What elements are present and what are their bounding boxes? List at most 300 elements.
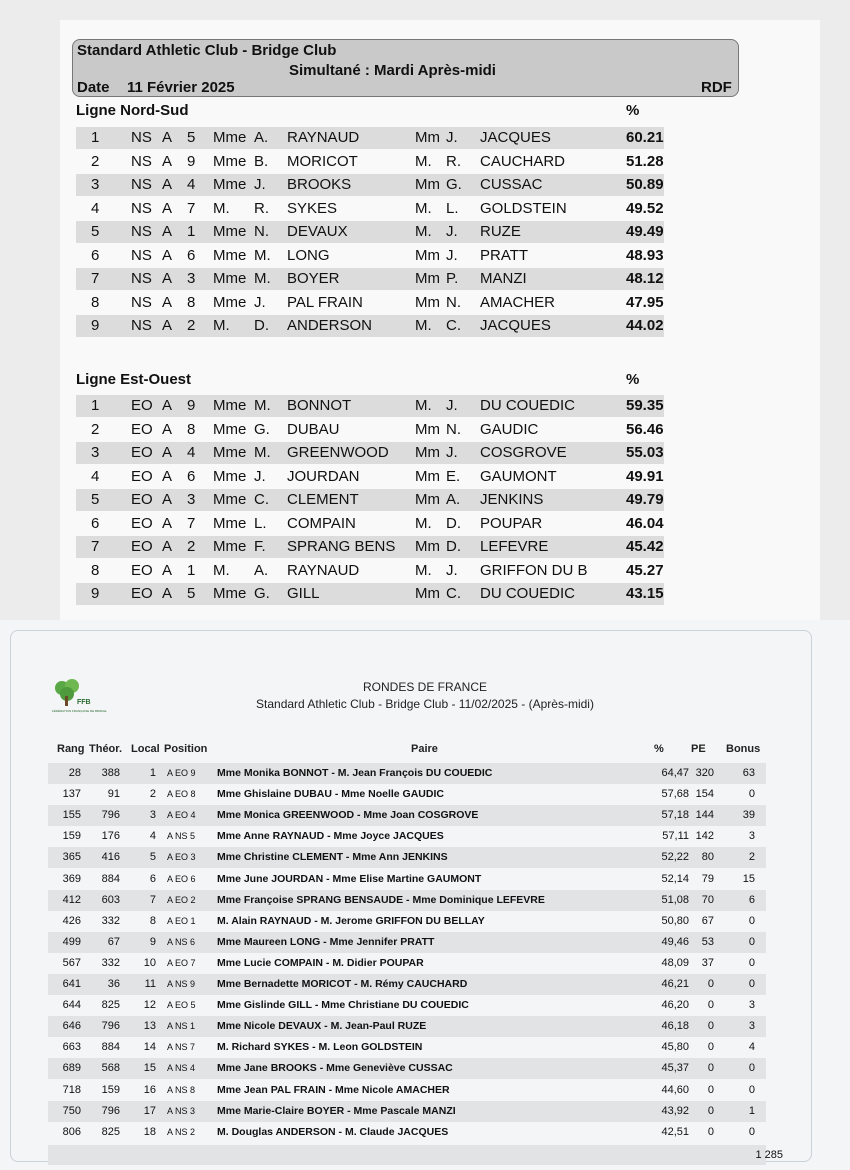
nord-sud-row	[76, 292, 664, 314]
cell-line: EO	[131, 561, 153, 579]
cell-t2: Mm	[415, 491, 440, 508]
cell-t1: Mme	[213, 444, 247, 461]
rdf-cell-position: A NS 8	[167, 1084, 196, 1095]
rdf-cell-pct: 45,80	[661, 1041, 689, 1054]
rdf-row	[48, 869, 766, 890]
rdf-cell-local: 10	[143, 956, 156, 969]
rdf-cell-bonus: 6	[748, 893, 755, 906]
cell-i1: A.	[254, 561, 269, 579]
cell-line: NS	[131, 246, 152, 264]
cell-n1: PAL FRAIN	[287, 293, 363, 311]
cell-n2: CUSSAC	[480, 176, 543, 193]
rdf-cell-position: A EO 4	[167, 810, 196, 821]
cell-line: EO	[131, 491, 153, 508]
cell-n1: RAYNAUD	[287, 129, 360, 146]
cell-n1: GILL	[287, 585, 320, 602]
cell-pct: 48.12	[626, 270, 664, 287]
rdf-cell-rang: 155	[62, 809, 81, 822]
rdf-cell-rang: 718	[62, 1083, 81, 1096]
cell-n2: JENKINS	[480, 491, 544, 508]
rdf-cell-pct: 44,60	[661, 1083, 689, 1096]
est-ouest-row	[76, 442, 664, 464]
cell-i1: C.	[254, 491, 269, 508]
est-ouest-row	[76, 395, 664, 417]
rdf-cell-rang: 750	[62, 1104, 81, 1117]
cell-pct: 49.49	[626, 223, 664, 240]
cell-t2: Mm	[415, 270, 440, 287]
cell-n2: CAUCHARD	[480, 152, 566, 170]
col-pe: PE	[691, 743, 706, 755]
cell-n1: DEVAUX	[287, 223, 348, 240]
rdf-cell-bonus: 3	[748, 1020, 755, 1033]
rdf-cell-position: A NS 4	[167, 1063, 196, 1074]
cell-table: 6	[187, 246, 196, 264]
cell-table: 5	[187, 129, 196, 146]
rdf-cell-position: A NS 3	[167, 1105, 196, 1116]
rdf-cell-rang: 644	[62, 999, 81, 1012]
rdf-cell-paire: Mme Monica GREENWOOD - Mme Joan COSGROVE	[217, 809, 479, 822]
rdf-cell-pe: 144	[695, 809, 714, 822]
cell-table: 2	[187, 317, 196, 334]
rdf-cell-pct: 43,92	[661, 1104, 689, 1117]
session-title: Simultané : Mardi Après-midi	[289, 62, 496, 79]
cell-i1: N.	[254, 223, 269, 240]
cell-t1: Mme	[213, 223, 247, 240]
rdf-cell-pe: 67	[701, 914, 714, 927]
cell-table: 4	[187, 176, 196, 193]
rdf-cell-theor: 884	[101, 1041, 120, 1054]
rdf-title: RONDES DE FRANCE	[362, 680, 487, 694]
rdf-cell-paire: Mme Christine CLEMENT - Mme Ann JENKINS	[217, 851, 448, 864]
nord-sud-row	[76, 245, 664, 267]
rdf-cell-pe: 0	[707, 1125, 714, 1138]
cell-i2: D.	[446, 514, 461, 532]
cell-table: 9	[187, 397, 196, 414]
cell-rank: 9	[91, 585, 100, 602]
rdf-cell-local: 1	[149, 767, 156, 779]
cell-rank: 6	[91, 514, 100, 532]
cell-line: EO	[131, 585, 153, 602]
rdf-cell-bonus: 0	[748, 978, 755, 990]
cell-n1: CLEMENT	[287, 491, 359, 508]
rdf-code: RDF	[701, 79, 732, 96]
rdf-cell-pct: 52,14	[661, 872, 689, 885]
rdf-cell-bonus: 3	[748, 999, 755, 1012]
cell-i2: J.	[446, 561, 458, 579]
cell-line: NS	[131, 129, 152, 146]
col-position: Position	[164, 743, 208, 755]
nord-sud-row	[76, 127, 664, 149]
rdf-cell-pct: 57,18	[661, 809, 689, 822]
cell-t1: Mme	[213, 538, 247, 555]
rdf-row	[48, 911, 766, 932]
rdf-row	[48, 890, 766, 911]
rdf-cell-position: A EO 3	[167, 852, 196, 863]
rdf-cell-pe: 0	[707, 978, 714, 990]
cell-n2: AMACHER	[480, 293, 556, 311]
cell-line: NS	[131, 317, 152, 334]
rdf-cell-rang: 641	[62, 978, 81, 990]
cell-table: 1	[187, 561, 196, 579]
rdf-cell-rang: 499	[62, 935, 81, 948]
cell-rank: 6	[91, 246, 100, 264]
rdf-cell-bonus: 3	[748, 830, 755, 843]
rdf-cell-position: A EO 9	[167, 768, 196, 778]
rdf-cell-position: A NS 6	[167, 936, 196, 947]
cell-pct: 45.27	[626, 561, 664, 579]
rdf-cell-pe: 320	[695, 767, 714, 779]
rdf-cell-paire: Mme Jane BROOKS - Mme Geneviève CUSSAC	[217, 1062, 453, 1075]
rdf-cell-rang: 426	[62, 914, 81, 927]
rdf-cell-paire: Mme Françoise SPRANG BENSAUDE - Mme Dominique LEFEVRE	[217, 893, 545, 906]
cell-t1: Mme	[213, 246, 247, 264]
rdf-cell-pe: 0	[707, 1083, 714, 1096]
cell-i1: J.	[254, 467, 266, 485]
cell-n1: SYKES	[287, 199, 338, 217]
cell-n2: RUZE	[480, 223, 521, 240]
cell-i1: M.	[254, 397, 271, 414]
cell-n2: DU COUEDIC	[480, 397, 576, 414]
rdf-subtitle: Standard Athletic Club - Bridge Club - 11/02/2025 - (Après-midi)	[256, 697, 594, 711]
rdf-cell-local: 13	[143, 1020, 156, 1033]
cell-t1: Mme	[213, 514, 247, 532]
cell-n1: BONNOT	[287, 397, 352, 414]
rdf-cell-pct: 46,20	[661, 999, 689, 1012]
rdf-cell-position: A EO 7	[167, 957, 196, 968]
rdf-cell-theor: 884	[101, 872, 120, 885]
rdf-row	[48, 932, 766, 953]
cell-n1: ANDERSON	[287, 317, 373, 334]
cell-i2: L.	[446, 199, 459, 217]
rdf-cell-theor: 332	[101, 914, 120, 927]
cell-pct: 59.35	[626, 397, 664, 414]
rdf-cell-pct: 57,68	[661, 788, 689, 801]
cell-i1: G.	[254, 585, 270, 602]
rdf-cell-bonus: 0	[748, 935, 755, 948]
cell-sec: A	[162, 176, 173, 193]
cell-t2: M.	[415, 397, 432, 414]
rdf-cell-bonus: 1	[748, 1104, 755, 1117]
rdf-cell-paire: Mme Bernadette MORICOT - M. Rémy CAUCHARD	[217, 978, 468, 990]
rdf-cell-rang: 663	[62, 1041, 81, 1054]
rdf-cell-theor: 825	[101, 999, 120, 1012]
cell-table: 3	[187, 491, 196, 508]
col-pct: %	[654, 743, 664, 755]
cell-t1: Mme	[213, 270, 247, 287]
rdf-cell-bonus: 0	[748, 1125, 755, 1138]
rdf-cell-bonus: 15	[742, 872, 755, 885]
cell-line: EO	[131, 514, 153, 532]
cell-t2: M.	[415, 199, 432, 217]
eo-title: Ligne Est-Ouest	[76, 371, 192, 388]
cell-table: 3	[187, 270, 196, 287]
cell-sec: A	[162, 270, 173, 287]
rdf-row	[48, 784, 766, 805]
nord-sud-row	[76, 174, 664, 196]
rdf-row	[48, 974, 766, 995]
rdf-cell-pct: 48,09	[661, 956, 689, 969]
cell-rank: 9	[91, 317, 100, 334]
cell-i2: P.	[446, 270, 459, 287]
rdf-cell-theor: 825	[101, 1125, 120, 1138]
cell-n2: GAUDIC	[480, 420, 539, 438]
cell-sec: A	[162, 397, 173, 414]
rdf-cell-bonus: 2	[748, 851, 755, 864]
rdf-cell-position: A EO 5	[167, 1000, 196, 1011]
cell-t1: Mme	[213, 129, 247, 146]
cell-rank: 8	[91, 561, 100, 579]
rdf-row	[48, 1122, 766, 1143]
rdf-cell-pe: 80	[701, 851, 714, 864]
rdf-row	[48, 953, 766, 974]
cell-i2: J.	[446, 129, 458, 146]
cell-t1: Mme	[213, 585, 247, 602]
rdf-cell-theor: 36	[107, 978, 120, 990]
cell-pct: 50.89	[626, 176, 664, 193]
cell-i2: C.	[446, 317, 461, 334]
rdf-cell-pe: 154	[695, 788, 714, 801]
rdf-cell-local: 4	[149, 830, 156, 843]
rdf-cell-local: 12	[143, 999, 156, 1012]
rdf-cell-local: 3	[149, 809, 156, 822]
cell-table: 7	[187, 199, 196, 217]
cell-i2: J.	[446, 444, 458, 461]
cell-rank: 1	[91, 129, 100, 146]
rdf-cell-paire: Mme Maureen LONG - Mme Jennifer PRATT	[217, 935, 435, 948]
logo-text: FFB	[77, 699, 91, 706]
cell-n2: GRIFFON DU B	[480, 561, 588, 579]
cell-pct: 45.42	[626, 538, 664, 555]
cell-i2: E.	[446, 467, 461, 485]
cell-table: 6	[187, 467, 196, 485]
cell-table: 5	[187, 585, 196, 602]
nord-sud-row	[76, 151, 664, 173]
rdf-cell-rang: 369	[62, 872, 81, 885]
est-ouest-row	[76, 536, 664, 558]
rdf-cell-pe: 0	[707, 1062, 714, 1075]
cell-table: 8	[187, 293, 196, 311]
rdf-cell-theor: 159	[101, 1083, 120, 1096]
total-row	[48, 1145, 783, 1165]
rdf-cell-pe: 53	[701, 935, 714, 948]
rdf-cell-theor: 91	[107, 788, 120, 801]
rdf-row	[48, 826, 766, 847]
nord-sud-row	[76, 221, 664, 243]
rdf-cell-paire: Mme Marie-Claire BOYER - Mme Pascale MANZI	[217, 1104, 456, 1117]
rdf-cell-pct: 64,47	[661, 767, 689, 779]
cell-sec: A	[162, 585, 173, 602]
cell-n2: MANZI	[480, 270, 527, 287]
cell-i2: D.	[446, 538, 461, 555]
cell-n2: POUPAR	[480, 514, 543, 532]
cell-i2: J.	[446, 246, 458, 264]
cell-i1: M.	[254, 270, 271, 287]
cell-line: EO	[131, 444, 153, 461]
cell-t2: Mm	[415, 293, 440, 311]
nord-sud-row	[76, 198, 664, 220]
rdf-cell-pct: 57,11	[662, 830, 689, 843]
cell-table: 7	[187, 514, 196, 532]
rdf-cell-theor: 67	[107, 935, 120, 948]
pe-total: 1 285	[755, 1149, 783, 1161]
rdf-cell-local: 8	[149, 914, 156, 927]
rdf-cell-theor: 603	[101, 893, 120, 906]
cell-i1: M.	[254, 246, 271, 264]
cell-pct: 46.04	[626, 514, 664, 532]
cell-rank: 2	[91, 420, 100, 438]
rdf-cell-position: A EO 6	[167, 873, 196, 884]
cell-line: NS	[131, 223, 152, 240]
col-paire: Paire	[411, 743, 438, 755]
rdf-cell-paire: Mme Gislinde GILL - Mme Christiane DU COUEDIC	[217, 999, 469, 1012]
rdf-cell-paire: Mme Jean PAL FRAIN - Mme Nicole AMACHER	[217, 1083, 450, 1096]
cell-sec: A	[162, 152, 173, 170]
club-title: Standard Athletic Club - Bridge Club	[77, 42, 337, 59]
rdf-cell-pe: 79	[701, 872, 714, 885]
cell-sec: A	[162, 420, 173, 438]
cell-t2: M.	[415, 561, 432, 579]
cell-i2: J.	[446, 397, 458, 414]
cell-i1: J.	[254, 176, 266, 193]
cell-i1: M.	[254, 444, 271, 461]
cell-i1: R.	[254, 199, 269, 217]
rdf-cell-pe: 0	[707, 1104, 714, 1117]
cell-t2: Mm	[415, 176, 440, 193]
rdf-cell-theor: 176	[101, 830, 120, 843]
rdf-cell-local: 6	[149, 872, 156, 885]
rdf-cell-rang: 567	[62, 956, 81, 969]
rdf-cell-bonus: 4	[748, 1041, 755, 1054]
cell-i2: A.	[446, 491, 461, 508]
rdf-cell-paire: Mme Monika BONNOT - M. Jean François DU COUEDIC	[217, 767, 493, 779]
cell-t1: Mme	[213, 491, 247, 508]
cell-sec: A	[162, 444, 173, 461]
cell-pct: 56.46	[626, 420, 664, 438]
cell-t2: M.	[415, 317, 432, 334]
cell-rank: 5	[91, 223, 100, 240]
cell-t2: Mm	[415, 538, 440, 555]
cell-sec: A	[162, 467, 173, 485]
cell-line: NS	[131, 152, 152, 170]
cell-t2: Mm	[415, 585, 440, 602]
rdf-cell-theor: 332	[101, 956, 120, 969]
col-theor: Théor.	[89, 743, 123, 755]
rdf-cell-paire: Mme June JOURDAN - Mme Elise Martine GAUMONT	[217, 872, 482, 885]
ns-title: Ligne Nord-Sud	[76, 102, 189, 119]
rdf-cell-pct: 46,18	[661, 1020, 689, 1033]
est-ouest-row	[76, 419, 664, 441]
cell-sec: A	[162, 538, 173, 555]
cell-sec: A	[162, 491, 173, 508]
rdf-cell-theor: 796	[101, 1104, 120, 1117]
cell-pct: 44.02	[626, 317, 664, 334]
cell-n2: JACQUES	[480, 317, 551, 334]
cell-rank: 7	[91, 270, 100, 287]
nord-sud-row	[76, 268, 664, 290]
rdf-cell-pe: 0	[707, 999, 714, 1012]
eo-pct-header: %	[626, 371, 640, 388]
cell-rank: 2	[91, 152, 100, 170]
cell-sec: A	[162, 246, 173, 264]
rdf-cell-bonus: 0	[748, 1083, 755, 1096]
cell-i1: B.	[254, 152, 269, 170]
cell-t1: M.	[213, 317, 230, 334]
est-ouest-row	[76, 489, 664, 511]
cell-n1: JOURDAN	[287, 467, 360, 485]
ns-pct-header: %	[626, 102, 640, 119]
rdf-cell-rang: 159	[62, 830, 81, 843]
cell-n1: MORICOT	[287, 152, 358, 170]
col-rang: Rang	[57, 743, 85, 755]
cell-i1: F.	[254, 538, 266, 555]
cell-n1: GREENWOOD	[287, 444, 389, 461]
cell-i2: J.	[446, 223, 458, 240]
cell-table: 4	[187, 444, 196, 461]
rdf-row	[48, 1058, 766, 1079]
cell-sec: A	[162, 293, 173, 311]
cell-sec: A	[162, 199, 173, 217]
cell-pct: 43.15	[626, 585, 664, 602]
est-ouest-row	[76, 513, 664, 535]
cell-n2: DU COUEDIC	[480, 585, 576, 602]
rdf-row	[48, 805, 766, 826]
cell-i1: J.	[254, 293, 266, 311]
rdf-cell-position: A NS 5	[167, 831, 196, 842]
cell-pct: 60.21	[626, 129, 664, 146]
rdf-cell-pe: 37	[701, 956, 714, 969]
rdf-cell-paire: Mme Ghislaine DUBAU - Mme Noelle GAUDIC	[217, 788, 444, 801]
rdf-cell-pct: 49,46	[661, 935, 689, 948]
rdf-cell-position: A NS 7	[167, 1042, 196, 1053]
cell-i1: L.	[254, 514, 267, 532]
est-ouest-row	[76, 466, 664, 488]
rdf-row	[48, 1037, 766, 1058]
cell-table: 1	[187, 223, 196, 240]
rdf-cell-bonus: 63	[742, 767, 755, 779]
rdf-cell-pct: 46,21	[661, 978, 689, 990]
cell-t1: Mme	[213, 152, 247, 170]
rdf-cell-position: A EO 1	[167, 915, 196, 926]
cell-t1: Mme	[213, 397, 247, 414]
cell-table: 2	[187, 538, 196, 555]
cell-pct: 48.93	[626, 246, 664, 264]
cell-sec: A	[162, 223, 173, 240]
rdf-cell-pe: 70	[701, 893, 714, 906]
cell-rank: 1	[91, 397, 100, 414]
cell-pct: 47.95	[626, 293, 664, 311]
rdf-cell-local: 18	[143, 1125, 156, 1138]
est-ouest-row	[76, 560, 664, 582]
cell-rank: 4	[91, 199, 100, 217]
rdf-cell-local: 15	[143, 1062, 156, 1075]
rdf-row	[48, 847, 766, 868]
rdf-cell-pe: 0	[707, 1041, 714, 1054]
rdf-cell-rang: 412	[62, 893, 81, 906]
cell-n2: GOLDSTEIN	[480, 199, 567, 217]
logo-subtext: FÉDÉRATION FRANÇAISE DE BRIDGE	[52, 709, 107, 713]
rdf-cell-local: 16	[143, 1083, 156, 1096]
cell-i1: A.	[254, 129, 269, 146]
rdf-cell-bonus: 0	[748, 914, 755, 927]
cell-n1: COMPAIN	[287, 514, 356, 532]
cell-t2: M.	[415, 152, 432, 170]
rdf-cell-paire: Mme Lucie COMPAIN - M. Didier POUPAR	[217, 956, 424, 969]
cell-i2: N.	[446, 420, 461, 438]
rdf-row	[48, 1016, 766, 1037]
rdf-cell-rang: 806	[62, 1125, 81, 1138]
rdf-cell-rang: 689	[62, 1062, 81, 1075]
cell-i2: N.	[446, 293, 461, 311]
